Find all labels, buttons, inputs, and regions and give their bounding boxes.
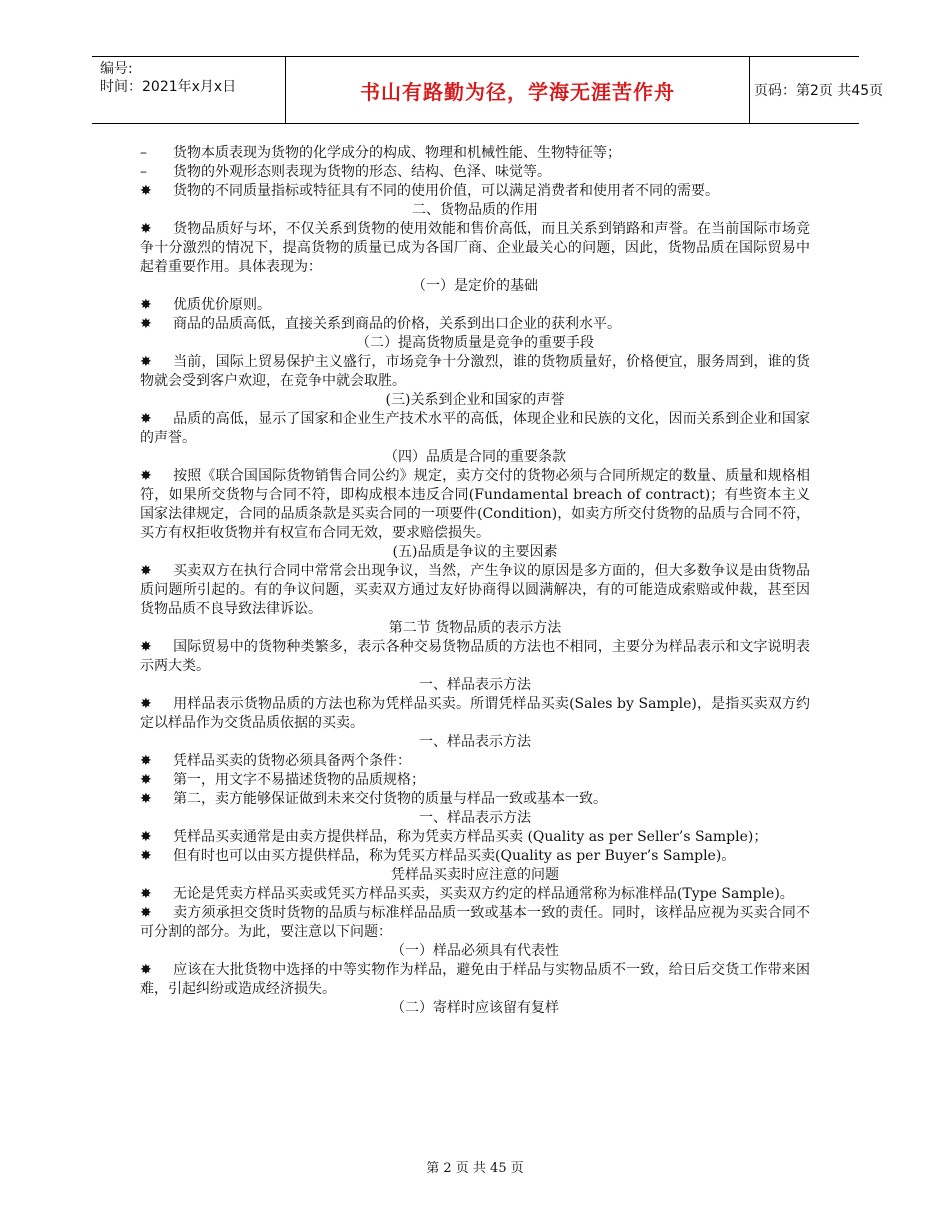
star-bullet-icon: ✸ [140,354,152,370]
paragraph: ✸ 卖方须承担交货时货物的品质与标准样品品质一致或基本一致的责任。同时，该样品应视为买卖合同不可分割的部分。为此，要注意以下问题： [140,905,810,940]
section-heading: (三)关系到企业和国家的声誉 [385,392,565,408]
paragraph: ✸ 优质优价原则。 [140,297,271,313]
page-header [92,56,884,124]
document-body [140,144,810,1018]
star-bullet-icon: ✸ [140,183,152,199]
star-bullet-icon: ✸ [140,886,152,902]
star-bullet-icon: ✸ [140,468,152,484]
section-heading: （二）寄样时应该留有复样 [391,1000,559,1016]
star-bullet-icon: ✸ [140,962,152,978]
section-heading: 二、货物品质的作用 [412,202,538,218]
star-bullet-icon: ✸ [140,316,152,332]
star-bullet-icon: ✸ [140,696,152,712]
star-bullet-icon: ✸ [140,221,152,237]
star-bullet-icon: ✸ [140,829,152,845]
star-bullet-icon: ✸ [140,411,152,427]
paragraph: ✸ 货物品质好与坏，不仅关系到货物的使用效能和售价高低，而且关系到销路和声誉。在当前国际市场竞争十分激烈的情况下，提高货物的质量已成为各国厂商、企业最关心的问题，因此，货物品质在国际贸易中起着重要作用。具体表现为： [140,221,810,275]
star-bullet-icon: ✸ [140,791,152,807]
header-meta [92,57,285,123]
paragraph: ✸ 国际贸易中的货物种类繁多，表示各种交易货物品质的方法也不相同，主要分为样品表示和文字说明表示两大类。 [140,639,810,674]
paragraph: ✸ 货物的不同质量指标或特征具有不同的使用价值，可以满足消费者和使用者不同的需要。 [140,183,719,199]
star-bullet-icon: ✸ [140,848,152,864]
star-bullet-icon: ✸ [140,563,152,579]
paragraph: ✸ 品质的高低，显示了国家和企业生产技术水平的高低，体现企业和民族的文化，因而关系到企业和国家的声誉。 [140,411,810,446]
paragraph: ✸ 凭样品买卖的货物必须具备两个条件： [140,753,411,769]
paragraph: – 货物本质表现为货物的化学成分的构成、物理和机械性能、生物特征等； [140,145,621,161]
paragraph: – 货物的外观形态则表现为货物的形态、结构、色泽、味觉等。 [140,164,551,180]
section-heading: 一、样品表示方法 [419,677,531,693]
section-heading: 第二节 货物品质的表示方法 [388,620,562,636]
dash-bullet: – [140,164,147,180]
header-page-label: 页码：第2页 共45页 [754,83,884,99]
section-heading: （一）样品必须具有代表性 [391,943,559,959]
star-bullet-icon: ✸ [140,639,152,655]
star-bullet-icon: ✸ [140,297,152,313]
paragraph: ✸ 无论是凭卖方样品买卖或凭买方样品买卖，买卖双方约定的样品通常称为标准样品(Type Sample)。 [140,886,794,902]
star-bullet-icon: ✸ [140,905,152,921]
star-bullet-icon: ✸ [140,753,152,769]
section-heading: (五)品质是争议的主要因素 [392,544,558,560]
number-label: 编号: [100,61,133,77]
paragraph: ✸ 买卖双方在执行合同中常常会出现争议，当然，产生争议的原因是多方面的，但大多数争议是由货物品质问题所引起的。有的争议问题，买卖双方通过友好协商得以圆满解决，有的可能造成索赔或仲裁，甚至因货物品质不良导致法律诉讼。 [140,563,810,617]
paragraph: ✸ 用样品表示货物品质的方法也称为凭样品买卖。所谓凭样品买卖(Sales by Sample)，是指买卖双方约定以样品作为交货品质依据的买卖。 [140,696,810,731]
time-label: 时间：2021年x月x日 [100,79,237,95]
paragraph: ✸ 按照《联合国国际货物销售合同公约》规定，卖方交付的货物必须与合同所规定的数量、质量和规格相符，如果所交货物与合同不符，即构成根本违反合同(Fundamental breach of contract)；有些资本主义国家法律规定，合同的品质条款是买卖合同的一项要件(Condition)，如卖方所交付货物的品质与合同不符，买方有权拒收货物并有权宣布合同无效，要求赔偿损失。 [140,468,810,541]
section-heading: 一、样品表示方法 [419,810,531,826]
section-heading: （一）是定价的基础 [412,278,538,294]
dash-bullet: – [140,145,147,161]
header-motto: 书山有路勤为径，学海无涯苦作舟 [285,57,750,123]
paragraph: ✸ 凭样品买卖通常是由卖方提供样品，称为凭卖方样品买卖 (Quality as per Seller’s Sample)； [140,829,768,845]
paragraph: ✸ 当前，国际上贸易保护主义盛行，市场竞争十分激烈，谁的货物质量好，价格便宜，服务周到，谁的货物就会受到客户欢迎，在竞争中就会取胜。 [140,354,810,389]
paragraph: ✸ 商品的品质高低，直接关系到商品的价格，关系到出口企业的获利水平。 [140,316,621,332]
section-heading: （四）品质是合同的重要条款 [384,449,566,465]
paragraph: ✸ 第二，卖方能够保证做到未来交付货物的质量与样品一致或基本一致。 [140,791,607,807]
section-heading: 一、样品表示方法 [419,734,531,750]
page-footer: 第 2 页 共 45 页 [426,1161,524,1176]
paragraph: ✸ 第一，用文字不易描述货物的品质规格； [140,772,425,788]
section-heading: （二）提高货物质量是竞争的重要手段 [356,335,594,351]
section-heading: 凭样品买卖时应注意的问题 [391,867,559,883]
paragraph: ✸ 应该在大批货物中选择的中等实物作为样品，避免由于样品与实物品质不一致，给日后交货工作带来困难，引起纠纷或造成经济损失。 [140,962,810,997]
star-bullet-icon: ✸ [140,772,152,788]
paragraph: ✸ 但有时也可以由买方提供样品，称为凭买方样品买卖(Quality as per Buyer’s Sample)。 [140,848,736,864]
